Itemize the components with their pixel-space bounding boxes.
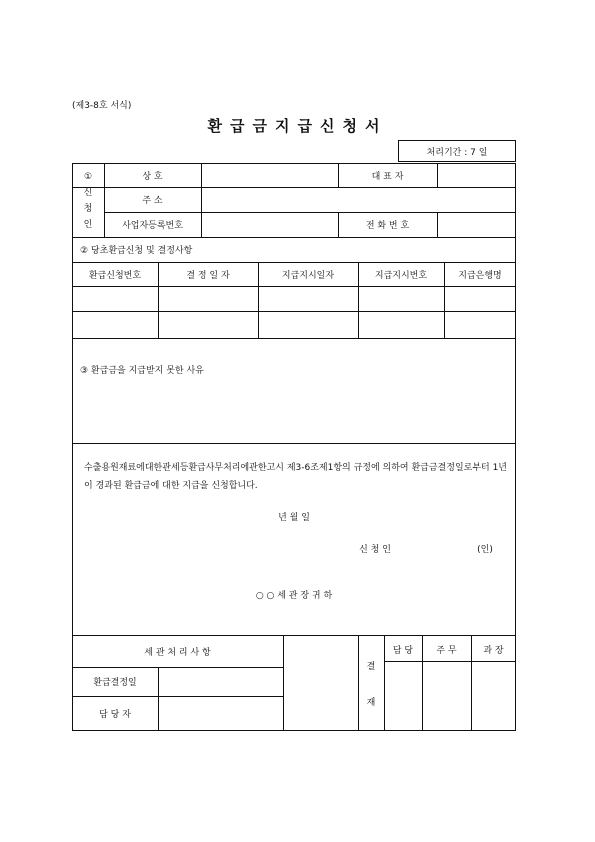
applicant-char: 신 — [83, 188, 93, 198]
table-row[interactable] — [72, 286, 516, 311]
officer-field[interactable] — [158, 696, 283, 731]
approval-char: 재 — [366, 698, 376, 708]
approver-sign-box[interactable] — [422, 662, 471, 731]
reason-field[interactable] — [72, 380, 516, 440]
business-reg-no-field[interactable] — [201, 212, 338, 237]
trade-name-field[interactable] — [201, 163, 338, 187]
representative-label: 대 표 자 — [371, 171, 404, 182]
processing-period-box — [398, 140, 516, 162]
approver-sign-box[interactable] — [384, 662, 422, 731]
decision-date-field[interactable] — [158, 667, 283, 696]
approver-sign-box[interactable] — [471, 662, 516, 731]
trade-name-label: 상 호 — [142, 171, 163, 182]
rule — [72, 443, 516, 444]
applicant-char: 인 — [83, 220, 93, 230]
applicant-char: 청 — [83, 204, 93, 214]
address-label: 주 소 — [142, 196, 163, 206]
address-field[interactable] — [201, 187, 516, 212]
applicant-side-label — [72, 166, 104, 236]
column-header: 지급지시일자 — [281, 270, 335, 281]
applicant-section-mark: ① — [83, 172, 93, 182]
officer-label: 담 당 자 — [99, 710, 131, 720]
rule — [283, 635, 284, 731]
form-title: 환급금지급신청서 — [207, 117, 388, 135]
approver-header: 담 당 — [392, 645, 414, 656]
office-use-heading: 세 관 처 리 사 항 — [144, 647, 211, 658]
approver-header: 주 무 — [436, 645, 457, 656]
phone-field[interactable] — [437, 212, 516, 237]
column-header: 지급은행명 — [458, 270, 502, 281]
declaration-text: 수출용원재료에대한관세등환급사무처리에관한고시 제3-6조제1항의 규정에 의하여 환급금결정일로부터 1년이 경과된 환급금에 대한 지급을 신청합니다. — [84, 463, 507, 491]
rule — [72, 338, 516, 339]
approval-char: 결 — [366, 662, 376, 672]
section2-heading: ② 당초환급신청 및 결정사항 — [80, 246, 193, 256]
decision-date-label: 환급결정일 — [93, 678, 137, 688]
column-header: 지급지시번호 — [374, 270, 428, 281]
processing-period: 처리기간 : 7 일 — [426, 147, 488, 158]
representative-field[interactable] — [437, 163, 516, 187]
table-row[interactable] — [72, 311, 516, 338]
declaration-date: 년 월 일 — [278, 512, 310, 523]
applicant-signature-label: 신 청 인 — [359, 544, 391, 555]
column-header: 결 정 일 자 — [186, 270, 230, 281]
approval-label — [358, 650, 384, 720]
seal-mark: (인) — [477, 544, 493, 555]
section3-heading: ③ 환급금을 지급받지 못한 사유 — [80, 365, 204, 376]
business-reg-no-label: 사업자등록번호 — [122, 221, 183, 231]
phone-label: 전 화 번 호 — [365, 221, 410, 231]
addressee: ○ ○ 세 관 장 귀 하 — [255, 590, 333, 601]
approver-header: 과 장 — [483, 645, 504, 656]
column-header: 환급신청번호 — [88, 270, 142, 281]
form-label: (제3-8호 서식) — [72, 101, 132, 111]
